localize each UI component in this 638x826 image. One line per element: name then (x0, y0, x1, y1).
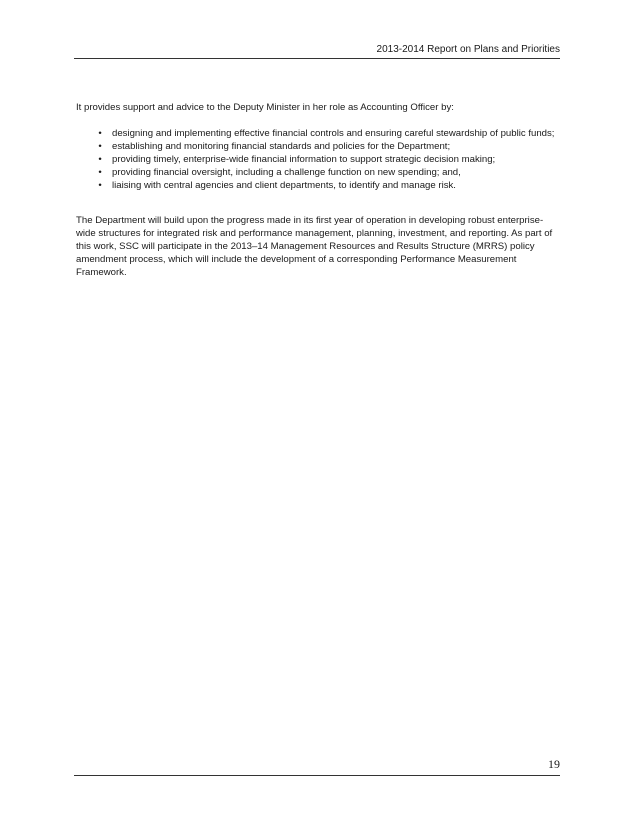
intro-text: It provides support and advice to the Deputy Minister in her role as Accounting Officer by: (76, 102, 454, 113)
bullet-list (76, 127, 562, 192)
page-number: 19 (548, 757, 560, 771)
list-item-text: liaising with central agencies and client departments, to identify and manage risk. (112, 180, 456, 191)
bullet-dot-icon: • (98, 180, 102, 191)
footer-divider (74, 775, 560, 776)
list-item (76, 153, 562, 166)
list-item (76, 140, 562, 153)
page-content (76, 101, 562, 279)
list-item-text: providing timely, enterprise-wide financial information to support strategic decision making; (112, 154, 496, 165)
list-item-text: establishing and monitoring financial standards and policies for the Department; (112, 141, 451, 152)
list-item (76, 166, 562, 179)
running-header: 2013-2014 Report on Plans and Priorities (376, 44, 560, 55)
header-divider (74, 58, 560, 59)
list-item (76, 127, 562, 140)
list-item-text: providing financial oversight, including a challenge function on new spending; and, (112, 167, 461, 178)
body-paragraph: The Department will build upon the progress made in its first year of operation in developing robust enterprise-wide structures for integrated risk and performance management, planning, investment, and reporting. As part of this work, SSC will participate in the 2013–14 Management Resources and Results Structure (MRRS) policy amendment process, which will include the development of a corresponding Performance Measurement Framework. (76, 215, 553, 278)
bullet-dot-icon: • (98, 141, 102, 152)
bullet-dot-icon: • (98, 167, 102, 178)
list-item-text: designing and implementing effective financial controls and ensuring careful stewardship of public funds; (112, 128, 555, 139)
list-item (76, 179, 562, 192)
bullet-dot-icon: • (98, 154, 102, 165)
bullet-dot-icon: • (98, 128, 102, 139)
